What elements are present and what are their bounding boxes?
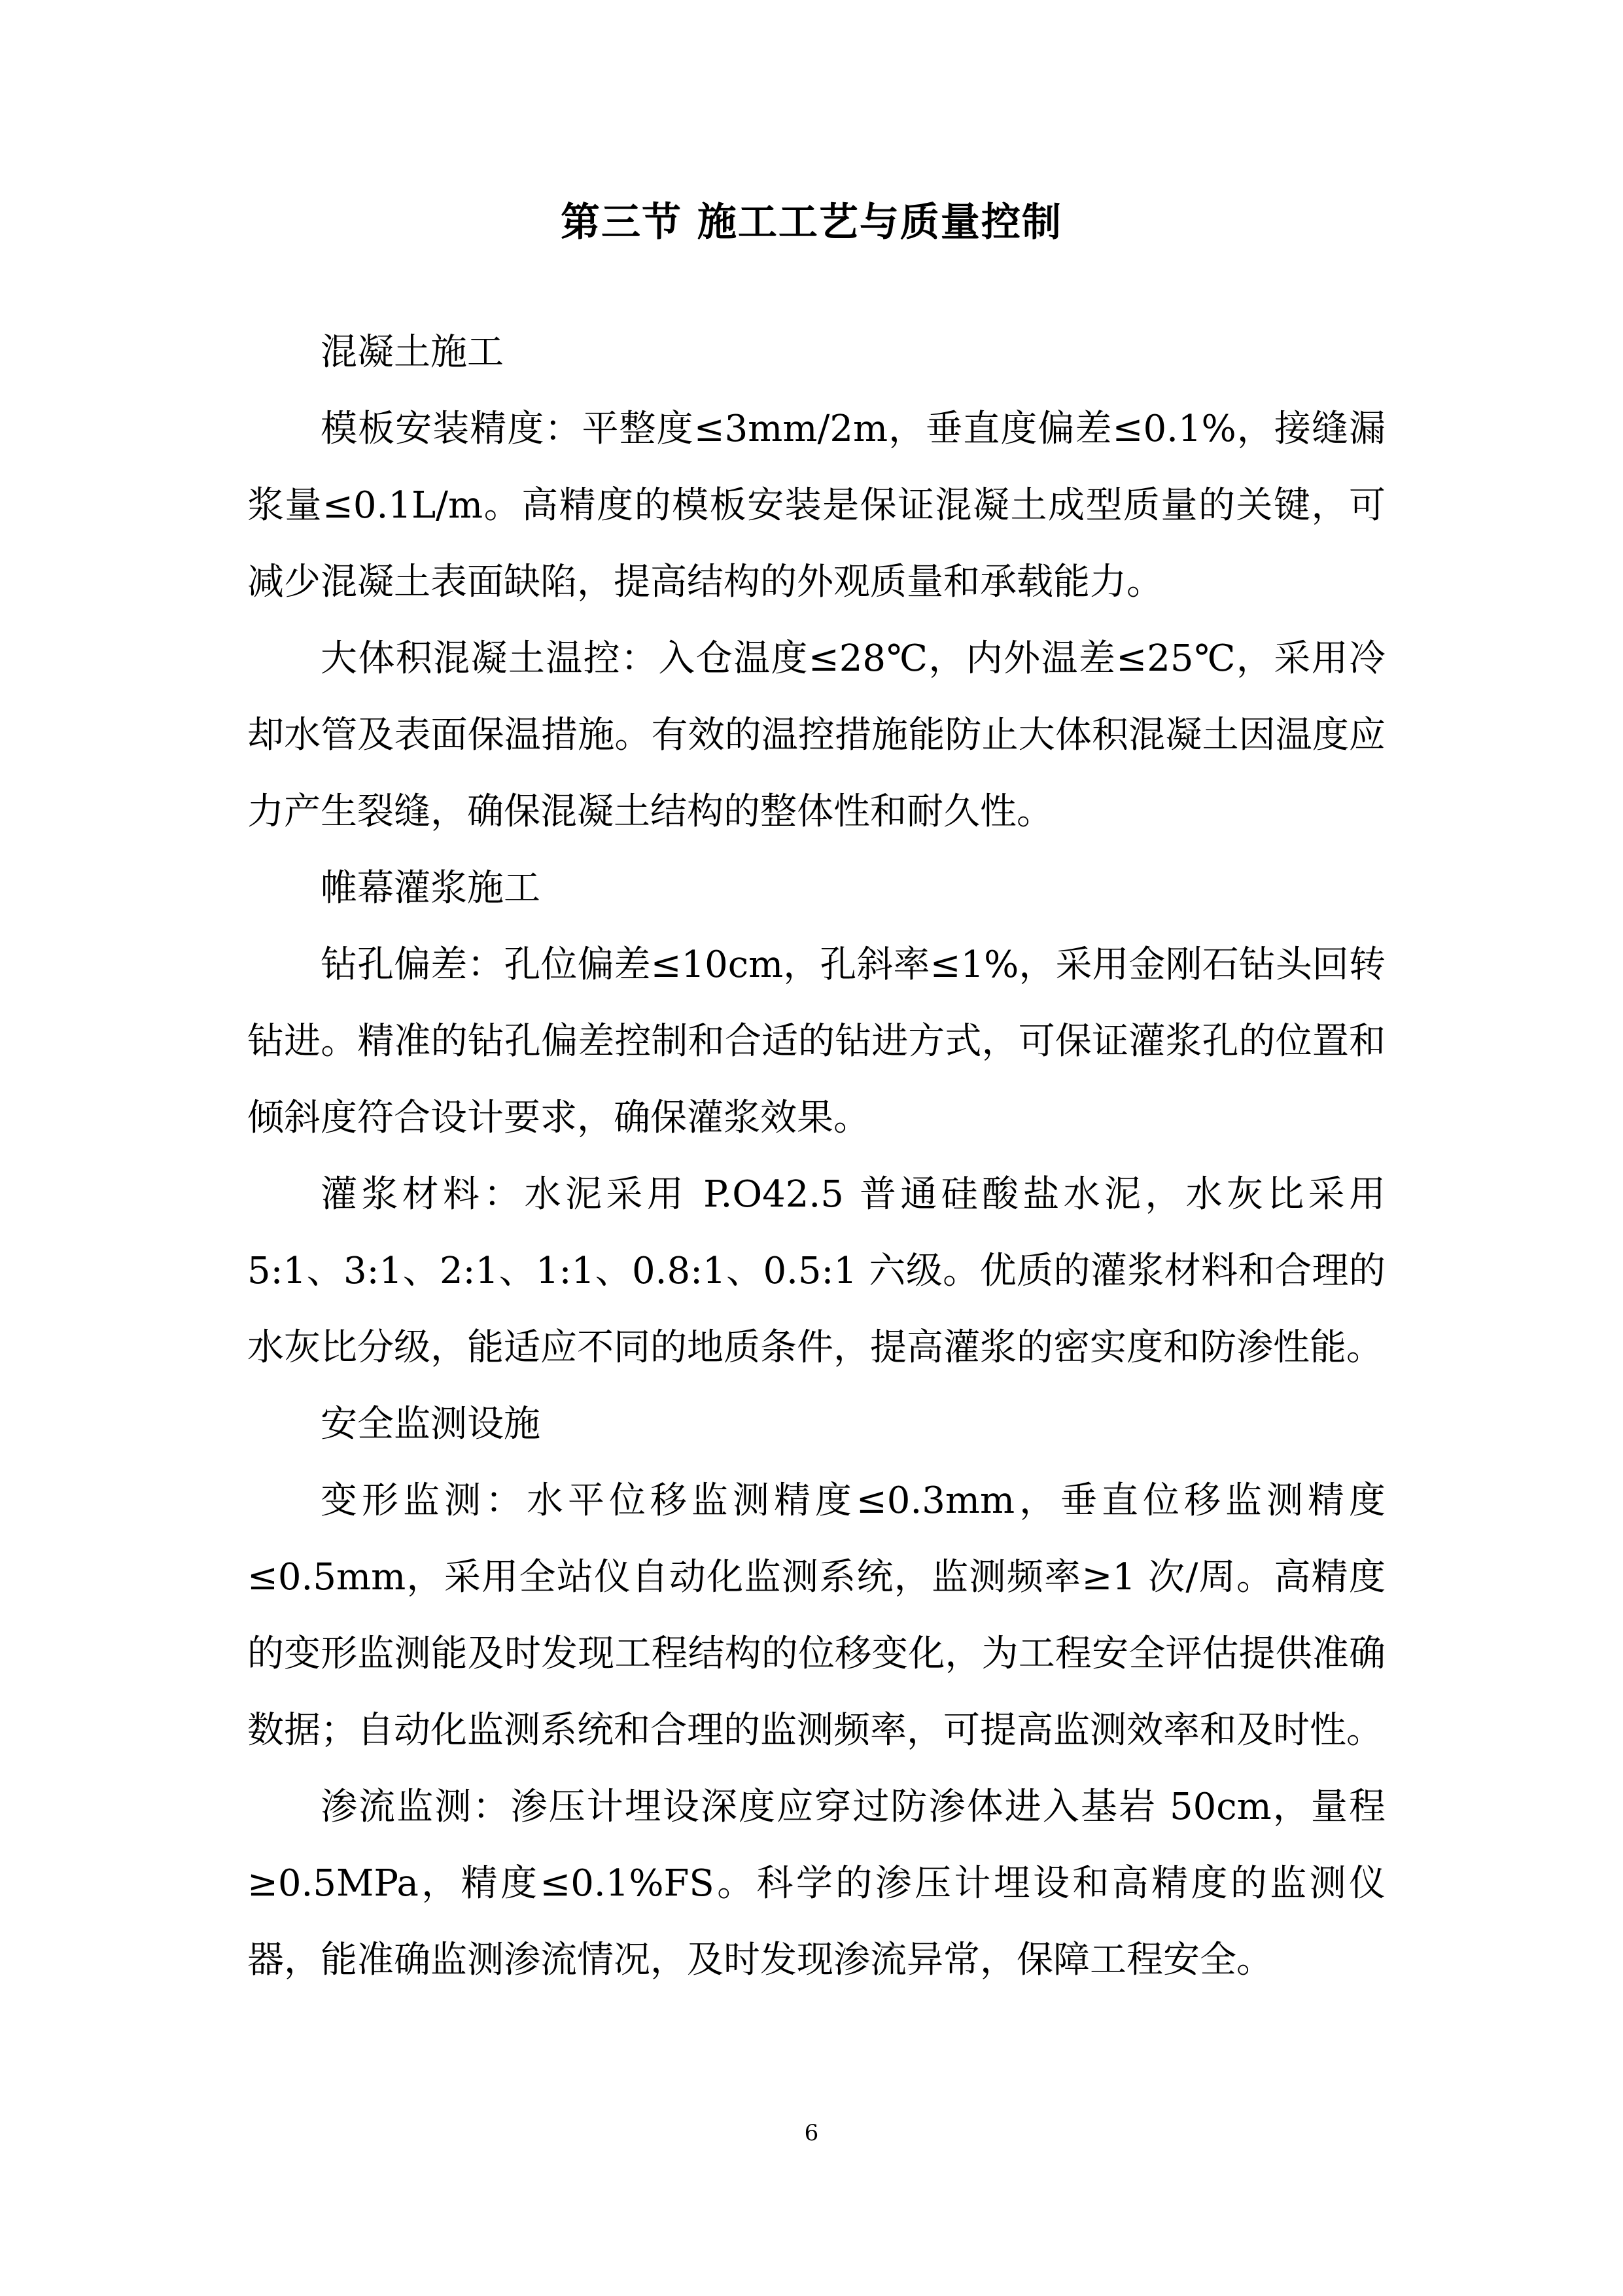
section-heading-concrete: 混凝土施工 xyxy=(321,331,504,374)
paragraph-deformation-monitoring: 变形监测：水平位移监测精度≤0.3mm，垂直位移监测精度≤0.5mm，采用全站仪自动化监测系统，监测频率≥1 次/周。高精度的变形监测能及时发现工程结构的位移变化，为工程安全评估提供准确数据；自动化监测系统和合理的监测频率，可提高监测效率和及时性。 xyxy=(247,1479,1386,1752)
paragraph-grouting-materials: 灌浆材料：水泥采用 P.O42.5 普通硅酸盐水泥，水灰比采用 5:1、3:1、2:1、1:1、0.8:1、0.5:1 六级。优质的灌浆材料和合理的水灰比分级，能适应不同的地质条件，提高灌浆的密实度和防渗性能。 xyxy=(247,1173,1386,1369)
page-number: 6 xyxy=(804,2120,819,2146)
paragraph-formwork-precision: 模板安装精度：平整度≤3mm/2m，垂直度偏差≤0.1%，接缝漏浆量≤0.1L/m。高精度的模板安装是保证混凝土成型质量的关键，可减少混凝土表面缺陷，提高结构的外观质量和承载能力。 xyxy=(247,408,1386,603)
section-heading-curtain-grouting: 帷幕灌浆施工 xyxy=(321,867,540,910)
paragraph-drilling-deviation: 钻孔偏差：孔位偏差≤10cm，孔斜率≤1%，采用金刚石钻头回转钻进。精准的钻孔偏差控制和合适的钻进方式，可保证灌浆孔的位置和倾斜度符合设计要求，确保灌浆效果。 xyxy=(247,944,1386,1139)
paragraph-seepage-monitoring: 渗流监测：渗压计埋设深度应穿过防渗体进入基岩 50cm，量程≥0.5MPa，精度≤0.1%FS。科学的渗压计埋设和高精度的监测仪器，能准确监测渗流情况，及时发现渗流异常，保障工程安全。 xyxy=(247,1786,1386,1981)
body-text xyxy=(247,314,1386,1998)
section-heading-safety-monitoring: 安全监测设施 xyxy=(321,1403,540,1445)
paragraph-mass-concrete-temperature: 大体积混凝土温控：入仓温度≤28℃，内外温差≤25℃，采用冷却水管及表面保温措施。有效的温控措施能防止大体积混凝土因温度应力产生裂缝，确保混凝土结构的整体性和耐久性。 xyxy=(247,637,1386,833)
page-title: 第三节 施工工艺与质量控制 xyxy=(561,200,1062,245)
